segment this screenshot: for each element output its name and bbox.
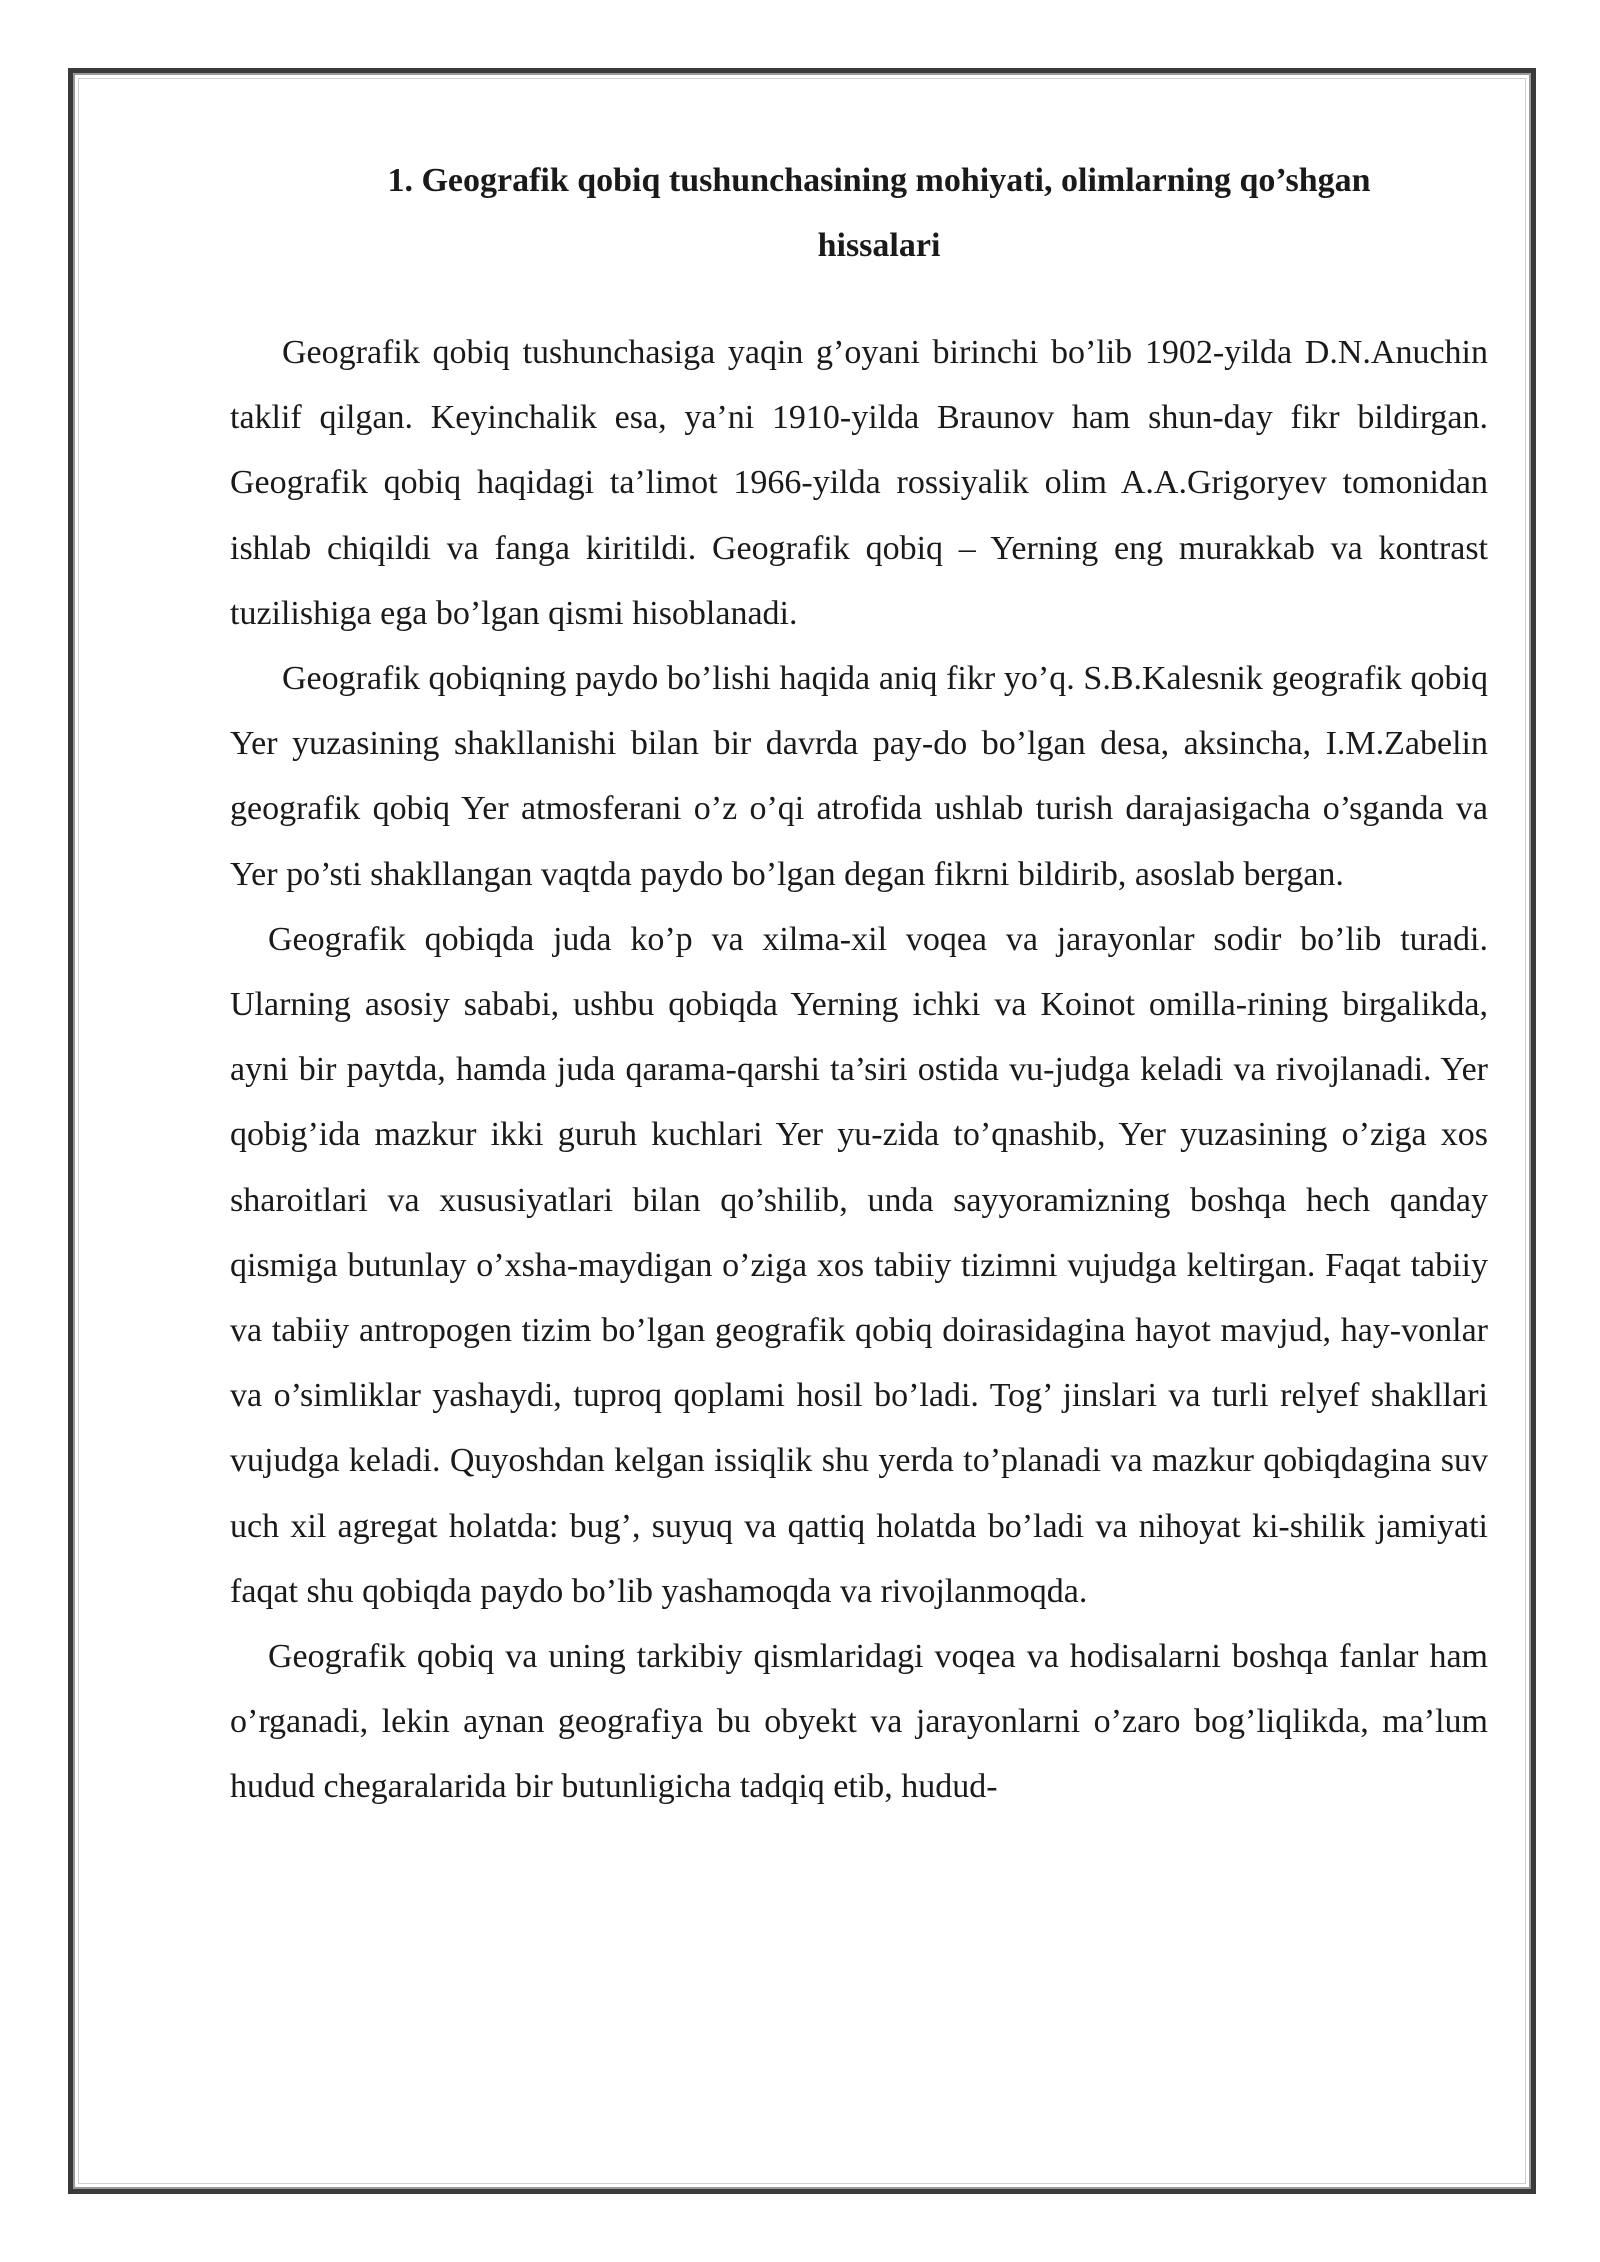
title-line-2: hissalari	[817, 227, 941, 264]
title-line-1: 1. Geografik qobiq tushunchasining mohiyati, olimlarning qo’shgan	[387, 162, 1371, 199]
document-body	[230, 148, 1488, 1820]
paragraph-3: Geografik qobiqda juda ko’p va xilma-xil voqea va jarayonlar sodir bo’lib turadi. Ularning asosiy sababi, ushbu qobiqda Yerning ichki va Koinot omilla-rining birgalikda, ayni bir paytda, hamda juda qarama-qarshi ta’siri ostida vu-judga keladi va rivojlanadi. Yer qobig’ida mazkur ikki guruh kuchlari Yer yu-zida to’qnashib, Yer yuzasining o’ziga xos sharoitlari va xususiyatlari bilan qo’shilib, unda sayyoramizning boshqa hech qanday qismiga butunlay o’xsha-maydigan o’ziga xos tabiiy tizimni vujudga keltirgan. Faqat tabiiy va tabiiy antropogen tizim bo’lgan geografik qobiq doirasidagina hayot mavjud, hay-vonlar va o’simliklar yashaydi, tuproq qoplami hosil bo’ladi. Tog’ jinslari va turli relyef shakllari vujudga keladi. Quyoshdan kelgan issiqlik shu yerda to’planadi va mazkur qobiqdagina suv uch xil agregat holatda: bug’, suyuq va qattiq holatda bo’ladi va nihoyat ki-shilik jamiyati faqat shu qobiqda paydo bo’lib yashamoqda va rivojlanmoqda.	[230, 920, 1488, 1610]
paragraph-2: Geografik qobiqning paydo bo’lishi haqida aniq fikr yo’q. S.B.Kalesnik geografik qobiq Yer yuzasining shakllanishi bilan bir davrda pay-do bo’lgan desa, aksincha, I.M.Zabelin geografik qobiq Yer atmosferani o’z o’qi atrofida ushlab turish darajasigacha o’sganda va Yer po’sti shakllangan vaqtda paydo bo’lgan degan fikrni bildirib, asoslab bergan.	[230, 660, 1488, 893]
paragraph-4: Geografik qobiq va uning tarkibiy qismlaridagi voqea va hodisalarni boshqa fanlar ham o’rganadi, lekin aynan geografiya bu obyekt va jarayonlarni o’zaro bog’liqlikda, ma’lum hudud chegaralarida bir butunligicha tadqiq etib, hudud-	[230, 1638, 1488, 1806]
paragraph-1: Geografik qobiq tushunchasiga yaqin g’oyani birinchi bo’lib 1902-yilda D.N.Anuchin taklif qilgan. Keyinchalik esa, ya’ni 1910-yilda Braunov ham shun-day fikr bildirgan. Geografik qobiq haqidagi ta’limot 1966-yilda rossiyalik olim A.A.Grigoryev tomonidan ishlab chiqildi va fanga kiritildi. Geografik qobiq – Yerning eng murakkab va kontrast tuzilishiga ega bo’lgan qismi hisoblanadi.	[230, 334, 1488, 632]
page-title	[270, 148, 1488, 278]
